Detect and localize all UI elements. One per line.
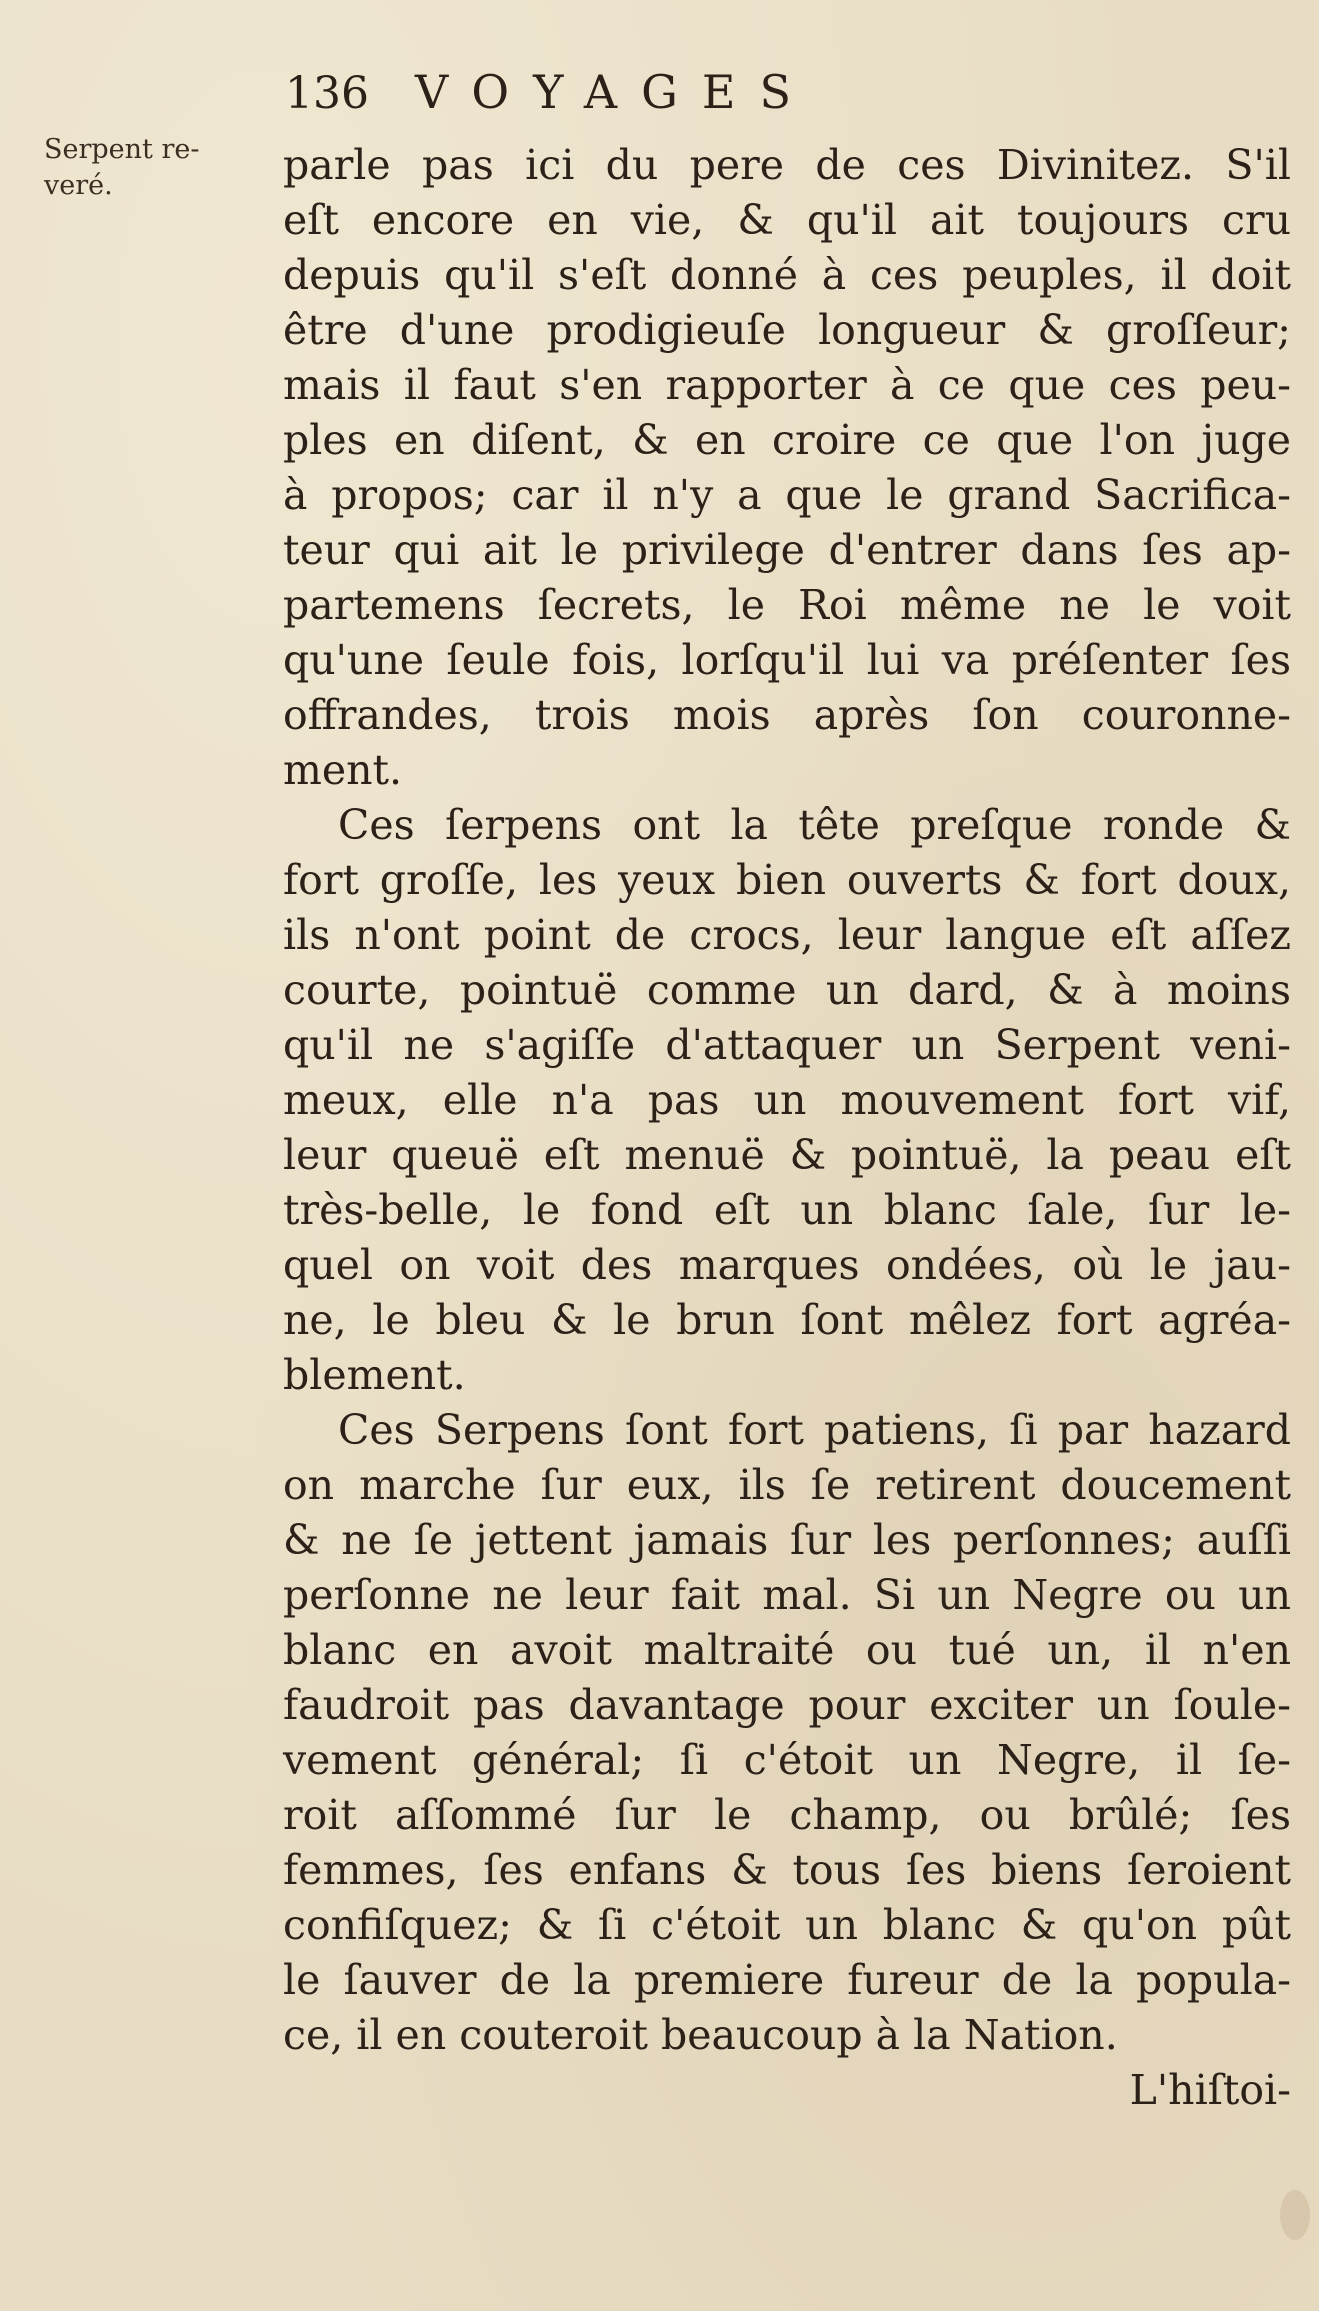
- text-line: blanc en avoit maltraité ou tué un, il n'en: [283, 1626, 1291, 1674]
- text-line: courte, pointuë comme un dard, & à moins: [283, 966, 1291, 1014]
- text-line: qu'il ne s'agiſſe d'attaquer un Serpent veni-: [283, 1021, 1291, 1069]
- text-line: qu'une ſeule fois, lorſqu'il lui va préſenter ſes: [283, 636, 1291, 684]
- text-line: perſonne ne leur fait mal. Si un Negre ou un: [283, 1571, 1291, 1619]
- text-line: on marche ſur eux, ils ſe retirent doucement: [283, 1461, 1291, 1509]
- text-line: ples en diſent, & en croire ce que l'on juge: [283, 416, 1291, 464]
- running-header: [285, 62, 1085, 122]
- body-text: [283, 138, 1291, 2118]
- text-line: être d'une prodigieuſe longueur & groſſeur;: [283, 306, 1291, 354]
- page-number: 136: [285, 68, 369, 119]
- paper-stain: [1280, 2190, 1310, 2240]
- text-line: depuis qu'il s'eſt donné à ces peuples, il doit: [283, 251, 1291, 299]
- catchword: L'hiſtoi-: [1129, 2066, 1291, 2114]
- text-line: & ne ſe jettent jamais ſur les perſonnes; auſſi: [283, 1516, 1291, 1564]
- margin-note: [44, 132, 264, 204]
- text-line: ils n'ont point de crocs, leur langue eſt aſſez: [283, 911, 1291, 959]
- text-line: ment.: [283, 746, 403, 794]
- text-line: quel on voit des marques ondées, où le jau-: [283, 1241, 1291, 1289]
- text-line: parle pas ici du pere de ces Divinitez. S'il: [283, 141, 1291, 189]
- text-line: meux, elle n'a pas un mouvement fort vif,: [283, 1076, 1291, 1124]
- text-line: confiſquez; & ſi c'étoit un blanc & qu'on pût: [283, 1901, 1291, 1949]
- text-line: le ſauver de la premiere fureur de la popula-: [283, 1956, 1291, 2004]
- text-line: fort groſſe, les yeux bien ouverts & fort doux,: [283, 856, 1291, 904]
- text-line: vement général; ſi c'étoit un Negre, il ſe-: [283, 1736, 1291, 1784]
- margin-note-line: Serpent re-: [44, 134, 200, 165]
- text-line: ne, le bleu & le brun ſont mêlez fort agréa-: [283, 1296, 1291, 1344]
- text-line: Ces Serpens ſont fort patiens, ſi par hazard: [338, 1406, 1291, 1454]
- text-line: teur qui ait le privilege d'entrer dans ſes ap-: [283, 526, 1291, 574]
- text-line: faudroit pas davantage pour exciter un ſoule-: [283, 1681, 1291, 1729]
- text-line: mais il faut s'en rapporter à ce que ces peu-: [283, 361, 1291, 409]
- running-title: VOYAGES: [415, 65, 815, 119]
- text-line: à propos; car il n'y a que le grand Sacrifica-: [283, 471, 1291, 519]
- text-line: partemens ſecrets, le Roi même ne le voit: [283, 581, 1291, 629]
- text-line: femmes, ſes enfans & tous ſes biens ſeroient: [283, 1846, 1291, 1894]
- text-line: blement.: [283, 1351, 466, 1399]
- text-line: Ces ſerpens ont la tête preſque ronde &: [338, 801, 1291, 849]
- text-line: eſt encore en vie, & qu'il ait toujours cru: [283, 196, 1291, 244]
- margin-note-line: veré.: [44, 170, 113, 201]
- text-line: ce, il en couteroit beaucoup à la Nation.: [283, 2011, 1118, 2059]
- text-line: leur queuë eſt menuë & pointuë, la peau eſt: [283, 1131, 1291, 1179]
- text-line: très-belle, le fond eſt un blanc ſale, ſur le-: [283, 1186, 1291, 1234]
- text-line: offrandes, trois mois après ſon couronne-: [283, 691, 1291, 739]
- text-line: roit aſſommé ſur le champ, ou brûlé; ſes: [283, 1791, 1291, 1839]
